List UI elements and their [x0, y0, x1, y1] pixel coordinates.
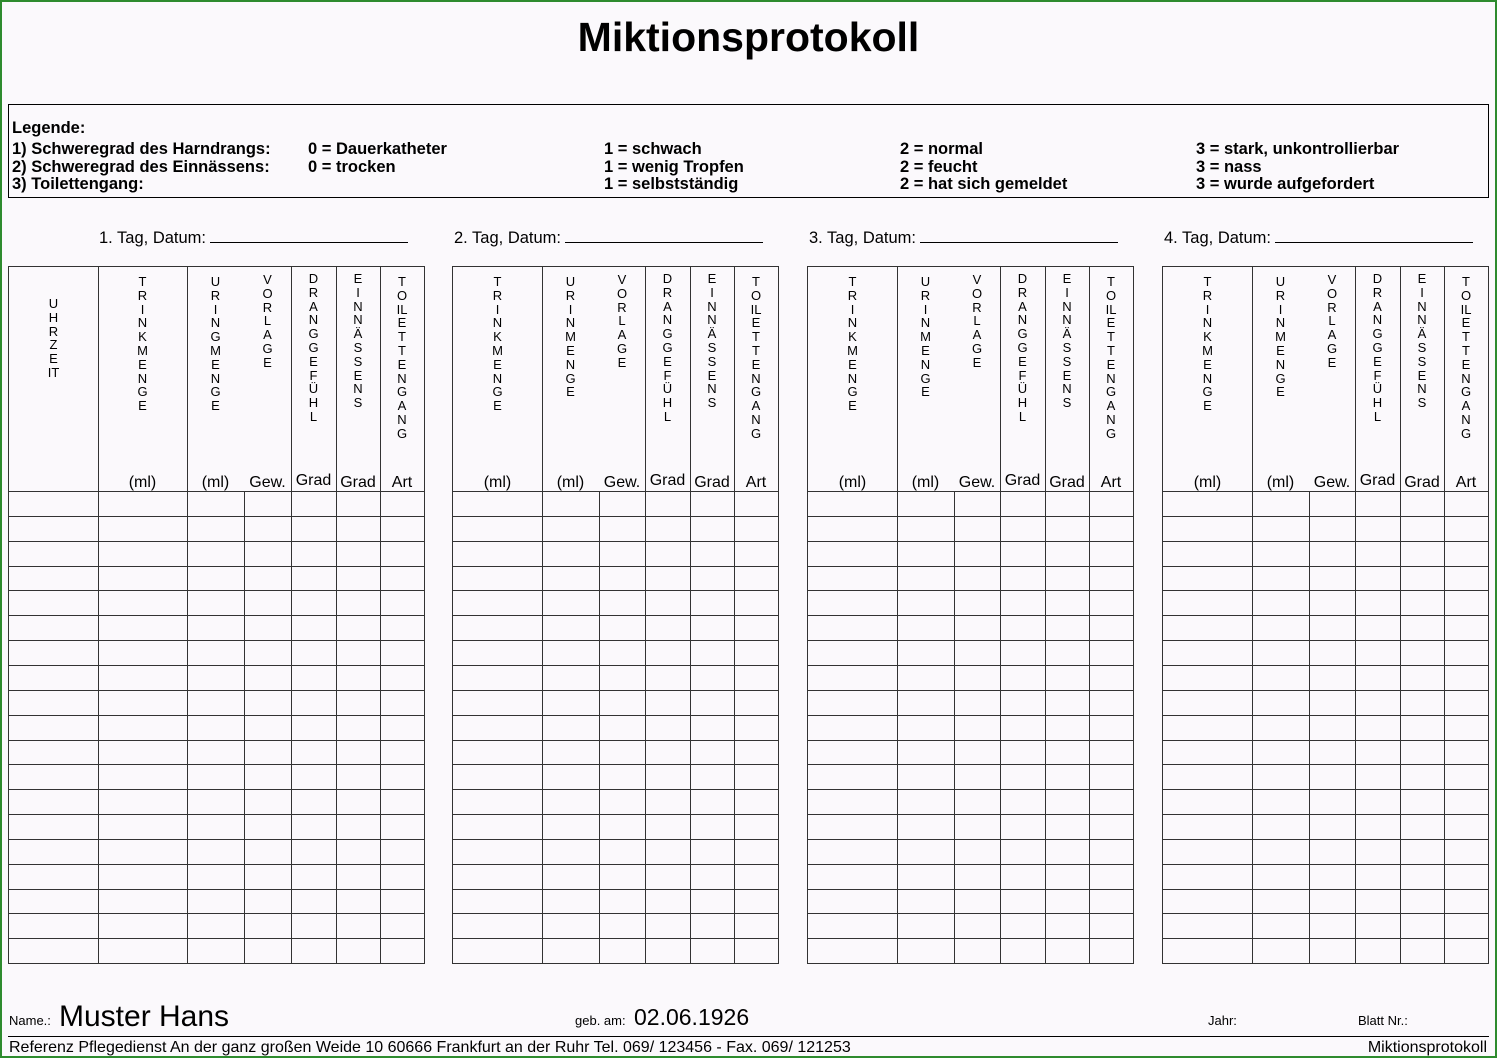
column-unit: Art: [391, 474, 413, 491]
table-row[interactable]: [9, 764, 424, 789]
column-header-einn: EINNÄSSENS: [707, 271, 717, 411]
column-unit: Grad: [1359, 472, 1396, 489]
day-label-4: [1164, 227, 1473, 248]
table-row[interactable]: [9, 491, 424, 516]
table-row[interactable]: [453, 491, 778, 516]
table-row[interactable]: [453, 516, 778, 541]
legend-value: 0 = Dauerkatheter: [308, 140, 447, 158]
legend-value: 2 = feucht: [900, 158, 978, 176]
table-row[interactable]: [808, 814, 1133, 839]
table-row[interactable]: [9, 889, 424, 914]
day-grid-4: [1162, 266, 1489, 964]
table-row[interactable]: [453, 764, 778, 789]
footer-doc-title: Miktionsprotokoll: [1367, 1039, 1487, 1056]
column-unit: (ml): [1193, 474, 1222, 491]
table-row[interactable]: [1163, 938, 1488, 963]
table-row[interactable]: [453, 665, 778, 690]
column-unit: Art: [1100, 474, 1122, 491]
column-header-trinkmenge: TRINKMENGE: [1202, 274, 1213, 414]
table-row[interactable]: [1163, 789, 1488, 814]
column-header-urinmenge_day1: URINGMENGE: [210, 274, 221, 414]
table-row[interactable]: [808, 938, 1133, 963]
column-unit: (ml): [128, 474, 157, 491]
day-label-2: [454, 227, 763, 248]
column-header-drang: DRANGGEFÜHL: [1372, 271, 1383, 424]
table-row[interactable]: [808, 839, 1133, 864]
table-row[interactable]: [808, 913, 1133, 938]
day-grid-2: [452, 266, 779, 964]
legend-value: 1 = wenig Tropfen: [604, 158, 744, 176]
table-row[interactable]: [453, 640, 778, 665]
date-field[interactable]: [920, 227, 1118, 243]
table-row[interactable]: [808, 491, 1133, 516]
day-label-1: [99, 227, 408, 248]
column-header-drang: DRANGGEFÜHL: [662, 271, 673, 424]
table-row[interactable]: [9, 913, 424, 938]
legend-value: 1 = schwach: [604, 140, 702, 158]
legend-value: 2 = normal: [900, 140, 983, 158]
column-header-trinkmenge: TRINKMENGE: [137, 274, 148, 414]
day-label-text: 4. Tag, Datum:: [1164, 229, 1272, 247]
column-header-urinmenge: URINMENGE: [920, 274, 931, 400]
legend-label: 2) Schweregrad des Einnässens:: [12, 158, 270, 176]
column-header-uhrzeit: UHRZEIT: [47, 296, 60, 380]
table-row[interactable]: [9, 690, 424, 715]
day-label-text: 1. Tag, Datum:: [99, 229, 207, 247]
column-unit: Grad: [649, 472, 686, 489]
sheet-number-label: Blatt Nr.:: [1358, 1013, 1408, 1028]
legend-value: 2 = hat sich gemeldet: [900, 175, 1068, 193]
column-header-vorlage: VORLAGE: [971, 272, 983, 370]
table-row[interactable]: [453, 889, 778, 914]
column-header-trinkmenge: TRINKMENGE: [847, 274, 858, 414]
table-row[interactable]: [1163, 516, 1488, 541]
legend-label: 1) Schweregrad des Harndrangs:: [12, 140, 271, 158]
table-row[interactable]: [453, 615, 778, 640]
table-row[interactable]: [1163, 715, 1488, 740]
table-row[interactable]: [808, 590, 1133, 615]
column-unit: (ml): [1266, 474, 1295, 491]
day-label-3: [809, 227, 1118, 248]
name-value[interactable]: Muster Hans: [59, 1000, 230, 1033]
table-row[interactable]: [9, 938, 424, 963]
table-row[interactable]: [1163, 864, 1488, 889]
birthdate-label: geb. am:: [575, 1013, 626, 1028]
table-row[interactable]: [453, 864, 778, 889]
date-field[interactable]: [565, 227, 763, 243]
table-row[interactable]: [9, 665, 424, 690]
legend-value: 3 = stark, unkontrollierbar: [1196, 140, 1400, 158]
day-grid-1: [8, 266, 425, 964]
column-header-einn: EINNÄSSENS: [353, 271, 363, 411]
table-row[interactable]: [1163, 665, 1488, 690]
column-unit: Art: [1455, 474, 1477, 491]
column-header-vorlage: VORLAGE: [1326, 272, 1338, 370]
column-unit: (ml): [483, 474, 512, 491]
column-header-drang: DRANGGEFÜHL: [308, 271, 319, 424]
table-row[interactable]: [9, 839, 424, 864]
table-row[interactable]: [808, 541, 1133, 566]
column-header-toil: TOILETTENGANG: [750, 274, 762, 441]
table-row[interactable]: [453, 590, 778, 615]
legend-value: 0 = trocken: [308, 158, 396, 176]
table-row[interactable]: [453, 541, 778, 566]
legend-heading: Legende:: [12, 119, 86, 137]
column-unit: Grad: [295, 472, 332, 489]
column-unit: Gew.: [249, 474, 286, 491]
table-row[interactable]: [808, 566, 1133, 591]
column-header-vorlage: VORLAGE: [262, 272, 273, 370]
legend-label: 3) Toilettengang:: [12, 175, 144, 193]
table-row[interactable]: [808, 690, 1133, 715]
table-row[interactable]: [808, 764, 1133, 789]
table-row[interactable]: [9, 516, 424, 541]
column-header-toil: TOILETTENGANG: [396, 274, 408, 441]
table-row[interactable]: [808, 615, 1133, 640]
table-row[interactable]: [453, 913, 778, 938]
column-header-drang: DRANGGEFÜHL: [1017, 271, 1028, 424]
table-row[interactable]: [808, 516, 1133, 541]
column-unit: Gew.: [958, 474, 996, 491]
table-row[interactable]: [1163, 615, 1488, 640]
table-row[interactable]: [1163, 566, 1488, 591]
table-row[interactable]: [808, 665, 1133, 690]
table-row[interactable]: [9, 864, 424, 889]
legend-value: 1 = selbstständig: [604, 175, 739, 193]
column-unit: Gew.: [603, 474, 641, 491]
legend-box: [8, 104, 1489, 198]
column-unit: Grad: [1404, 474, 1440, 491]
table-row[interactable]: [453, 839, 778, 864]
table-row[interactable]: [453, 690, 778, 715]
table-row[interactable]: [808, 864, 1133, 889]
table-row[interactable]: [9, 640, 424, 665]
table-row[interactable]: [808, 789, 1133, 814]
name-label: Name.:: [9, 1013, 51, 1028]
footer-divider: [8, 1036, 1489, 1037]
table-row[interactable]: [1163, 764, 1488, 789]
table-row[interactable]: [1163, 690, 1488, 715]
table-row[interactable]: [1163, 913, 1488, 938]
day-label-text: 3. Tag, Datum:: [809, 229, 917, 247]
table-row[interactable]: [1163, 590, 1488, 615]
column-header-urinmenge: URINMENGE: [565, 274, 576, 400]
page-title: Miktionsprotokoll: [577, 14, 920, 60]
table-row[interactable]: [1163, 839, 1488, 864]
column-header-einn: EINNÄSSENS: [1062, 271, 1072, 411]
table-row[interactable]: [9, 789, 424, 814]
column-unit: Grad: [1004, 472, 1041, 489]
table-row[interactable]: [1163, 491, 1488, 516]
table-row[interactable]: [453, 566, 778, 591]
table-row[interactable]: [9, 541, 424, 566]
table-row[interactable]: [808, 640, 1133, 665]
column-unit: Grad: [1049, 474, 1085, 491]
column-header-toil: TOILETTENGANG: [1105, 274, 1117, 441]
column-unit: (ml): [556, 474, 585, 491]
table-row[interactable]: [808, 740, 1133, 765]
column-unit: Grad: [340, 474, 376, 491]
table-row[interactable]: [9, 615, 424, 640]
column-unit: (ml): [911, 474, 940, 491]
table-row[interactable]: [453, 789, 778, 814]
date-field[interactable]: [210, 227, 408, 243]
birthdate-value[interactable]: 02.06.1926: [634, 1004, 750, 1030]
table-row[interactable]: [808, 889, 1133, 914]
footer-address: Referenz Pflegedienst An der ganz großen Weide 10 60666 Frankfurt an der Ruhr Tel. 069/ 123456 - Fax. 069/ 121253: [9, 1039, 851, 1056]
column-unit: (ml): [201, 474, 230, 491]
day-grid-3: [807, 266, 1134, 964]
table-row[interactable]: [453, 715, 778, 740]
column-header-einn: EINNÄSSENS: [1417, 271, 1427, 411]
table-row[interactable]: [9, 715, 424, 740]
column-unit: (ml): [838, 474, 867, 491]
table-row[interactable]: [9, 814, 424, 839]
column-header-toil: TOILETTENGANG: [1460, 274, 1472, 441]
table-row[interactable]: [9, 740, 424, 765]
legend-value: 3 = nass: [1196, 158, 1262, 176]
table-row[interactable]: [808, 715, 1133, 740]
column-header-trinkmenge: TRINKMENGE: [492, 274, 503, 414]
year-label: Jahr:: [1208, 1013, 1237, 1028]
table-row[interactable]: [453, 814, 778, 839]
column-unit: Gew.: [1313, 474, 1351, 491]
legend-value: 3 = wurde aufgefordert: [1196, 175, 1375, 193]
table-row[interactable]: [453, 938, 778, 963]
table-row[interactable]: [9, 590, 424, 615]
table-row[interactable]: [1163, 889, 1488, 914]
table-row[interactable]: [9, 566, 424, 591]
column-header-urinmenge: URINMENGE: [1275, 274, 1286, 400]
table-row[interactable]: [1163, 640, 1488, 665]
column-unit: Art: [745, 474, 767, 491]
column-unit: Grad: [694, 474, 730, 491]
table-row[interactable]: [453, 740, 778, 765]
table-row[interactable]: [1163, 740, 1488, 765]
day-label-text: 2. Tag, Datum:: [454, 229, 562, 247]
table-row[interactable]: [1163, 541, 1488, 566]
table-row[interactable]: [1163, 814, 1488, 839]
column-header-vorlage: VORLAGE: [616, 272, 628, 370]
date-field[interactable]: [1275, 227, 1473, 243]
